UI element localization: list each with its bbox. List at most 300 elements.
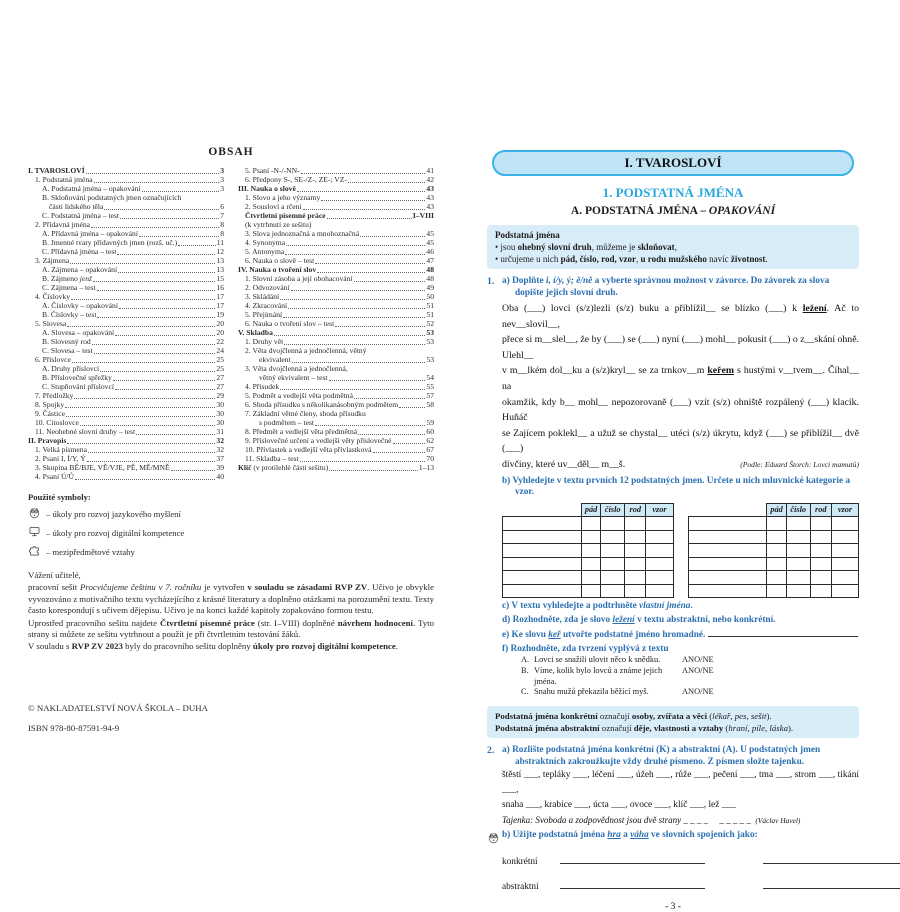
exercise-1-tables [502,503,859,599]
toc-leader-dots [303,209,426,210]
table-cell [786,530,810,544]
toc-entry-label: 11. Skladba – test [245,454,299,463]
toc-leader-dots [75,479,215,480]
toc-page-number: 39 [216,463,224,472]
toc-page-number: 24 [216,346,224,355]
true-false-option [521,687,859,698]
toc-entry-label: II. Pravopis [28,436,67,445]
toc-entry-label: V. Skladba [238,328,273,337]
toc-entry-label: 6. Příslovce [35,355,71,364]
toc-leader-dots [321,200,425,201]
toc-entry [238,418,434,427]
toc-entry [28,166,224,175]
toc-entry-label: 8. Předmět a vedlejší věta předmětná [245,427,358,436]
exercise-2-number: 2. [487,745,495,757]
exercise-2b [487,830,859,892]
toc-leader-dots [142,191,220,192]
table-cell [581,517,601,531]
exercise-1-number: 1. [487,276,495,287]
declension-table [688,503,860,599]
exercise-1-subitem: c) V textu vyhledejte a podtrhněte vlastní jména. [502,601,693,612]
toc-leader-dots [115,335,215,336]
toc-leader-dots [97,290,216,291]
letter-paragraph: Uprostřed pracovního sešitu najdete Čtvrtletní písemné práce (str. I–VIII) doplněné návrhem hodnocení. Tyto strany si můžete ze sešitu vytrhnout a použít je při čtvrtletním testování žáků. [28,617,434,640]
toc-entry-label: 2. Přídavná jména [35,220,91,229]
toc-leader-dots [354,398,425,399]
toc-page-number: 46 [426,247,434,256]
toc-entry-label: 8. Spojky [35,400,65,409]
table-cell [767,584,787,598]
toc-entry-label: 6. Nauka o tvoření slov – test [245,319,335,328]
toc-page-number: 8 [220,229,224,238]
toc-page-number: 48 [426,265,434,274]
table-cell [503,584,582,598]
toc-entry [28,265,224,274]
table-cell [767,530,787,544]
toc-page-number: 49 [426,283,434,292]
toc-entry [28,472,224,481]
table-cell [831,584,858,598]
toc-entry [28,175,224,184]
publisher-line: © NAKLADATELSTVÍ NOVÁ ŠKOLA – DUHA [28,702,208,713]
toc-leader-dots [94,182,220,183]
table-row [503,584,674,598]
table-cell [786,517,810,531]
toc-entry [238,382,434,391]
toc-entry-label: 4. Zkracování [245,301,288,310]
toc-leader-dots [136,434,215,435]
toc-entry [238,292,434,301]
exercise-1-text-line: přece si m__slel__, že by (___) se (___) nyní (___) mohl__ pokusit (___) o z__skání ohně. Ulehl__ [502,334,859,361]
toc-entry [238,445,434,454]
option-letter: C. [521,687,529,697]
table-cell [810,584,831,598]
answer-row [502,878,859,892]
toc-entry-label: větný ekvivalent – test [259,373,328,382]
toc-entry-label: 7. Předložky [35,391,74,400]
toc-entry-label: A. Zájmena – opakování [42,265,118,274]
toc-entry-label: 9. Příslovečné určení a vedlejší věty příslovečné [245,436,392,445]
toc-entry-label: B. Zájmeno jenž [42,274,92,283]
table-cell [810,544,831,558]
toc-entry-label: (k vytrhnutí ze sešitu) [245,220,312,229]
toc-page-number: 50 [426,292,434,301]
toc-leader-dots [86,173,220,174]
toc-page-number: 13 [216,256,224,265]
toc-entry-label: Čtvrtletní písemné práce [245,211,326,220]
toc-page-number: 52 [426,319,434,328]
toc-entry [28,346,224,355]
toc-entry [28,364,224,373]
page-number: - 3 - [665,901,681,912]
chapter-title: 1. PODSTATNÁ JMÉNA [602,185,744,200]
toc-page-number: 25 [216,355,224,364]
toc-entry-label: A. Podstatná jména – opakování [42,184,141,193]
toc-page-number: 13 [216,265,224,274]
exercise-2b-body [502,830,859,892]
symbol-legend-item [28,525,434,540]
toc-entry [28,445,224,454]
toc-entry [238,355,434,364]
toc-leader-dots [393,443,426,444]
option-letter: B. [521,665,529,675]
toc-page-number: 29 [216,391,224,400]
symbol-legend-item [28,506,434,521]
toc-entry-label: 6. Předpony S-, SE-/Z-, ZE-; VZ- [245,175,347,184]
toc-entry [28,220,224,229]
toc-entry-label: B. Jmenné tvary přídavných jmen (rozš. uč.) [42,238,178,247]
table-header-cell: vzor [831,503,858,517]
toc-leader-dots [71,299,215,300]
toc-entry [28,373,224,382]
toc-leader-dots [119,308,215,309]
table-header-cell: vzor [646,503,673,517]
toc-entry-label: 4. Přísudek [245,382,280,391]
teacher-letter [28,570,434,653]
toc-entry [28,301,224,310]
table-cell [767,571,787,585]
toc-entry [28,454,224,463]
toc-leader-dots [354,281,426,282]
toc-entry [238,202,434,211]
toc-leader-dots [297,191,426,192]
toc-page-number: 27 [216,382,224,391]
letter-paragraph: pracovní sešit Procvičujeme češtinu v 7. ročníku je vytvořen v souladu se zásadami RVP ZV. Učivo je obvykle vyvozováno z motivačního textu vycházejícího z krásné literatury a doplněno otázkami na porozumění textu. Texty často korespondují s učivem dějepisu. Učivo je na konci každé kapitoly zopakováno formou testu. [28,582,434,616]
toc-page-number: 53 [426,328,434,337]
toc-entry [28,328,224,337]
toc-entry [238,220,434,229]
toc-entry [28,418,224,427]
exercise-1-subitem: f) Rozhodněte, zda tvrzení vyplývá z textu [502,644,669,655]
exercise-2-words-line1: štěstí ___, tepláky ___, léčení ___, úžeh ___, růže ___, pečení ___, tma ___, strom ___, tikání ___, [502,770,859,796]
toc-entry-label: 5. Přejímání [245,310,283,319]
exercise-2a-instruction: a) Rozlište podstatná jména konkrétní (K) a abstraktní (A). U podstatných jmen abstraktních zakroužkujte vždy druhé písmeno. Z písmen složte tajenku. [502,745,821,767]
table-cell [646,530,673,544]
toc-page-number: 27 [216,373,224,382]
toc-leader-dots [171,470,216,471]
toc-leader-dots [67,443,215,444]
toc-leader-dots [104,209,219,210]
toc-leader-dots [399,407,425,408]
table-row [503,530,674,544]
toc-page-number: 11 [216,238,224,247]
toc-page-number: 30 [216,400,224,409]
toc-leader-dots [358,434,425,435]
toc-page-number: 62 [426,436,434,445]
toc-entry-label: s podmětem – test [259,418,315,427]
toc-entry [28,409,224,418]
toc-page-number: 19 [216,310,224,319]
toc-entry-label: III. Nauka o slově [238,184,296,193]
toc-entry [28,184,224,193]
toc-entry-label: Klíč (v protilehlé části sešitu) [238,463,329,472]
toc-entry-label: B. Příslovečné spřežky [42,373,112,382]
toc-entry-label: 2. Sousloví a rčení [245,202,302,211]
table-cell [688,530,767,544]
right-page-exercises [487,150,859,912]
table-cell [581,584,601,598]
toc-page-number: 59 [426,418,434,427]
toc-entry-label: B. Skloňování podstatných jmen označujících [42,193,182,202]
toc-entry-label: IV. Nauka o tvoření slov [238,265,317,274]
toc-entry-label: 4. Synonyma [245,238,286,247]
toc-page-number: 3 [220,175,224,184]
exercise-1-body [502,276,859,698]
table-cell [688,544,767,558]
answer-row-label: abstraktní [502,881,539,892]
toc-page-number: 22 [216,337,224,346]
toc-entry-label: 3. Věta dvojčlenná a jednočlenná, [245,364,348,373]
toc-leader-dots [115,389,215,390]
toc-page-number: 43 [426,184,434,193]
true-false-option [521,666,859,688]
exercise-2-body [502,745,859,825]
toc-entry-label: 11. Neohebné slovní druhy – test [35,427,136,436]
toc-page-number: 51 [426,310,434,319]
toc-entry [238,454,434,463]
toc-entry-label: 2. Psaní I, Í/Y, Ý [35,454,86,463]
symbols-legend [28,492,434,559]
table-row [503,557,674,571]
symbols-list [28,506,434,559]
toc-entry-label: 7. Základní větné členy, shoda přísudku [245,409,366,418]
toc-leader-dots [283,317,425,318]
symbol-legend-item [28,544,434,559]
toc-leader-dots [100,371,215,372]
table-cell [503,557,582,571]
toc-entry-label: 1. Druhy vět [245,337,284,346]
puzzle-icon [28,544,41,559]
option-text: Snahu mužů překazila běžící myš. [534,687,649,697]
table-cell [503,544,582,558]
toc-entry-label: ekvivalent [259,355,291,364]
table-row [503,544,674,558]
info-box-line: Podstatná jména konkrétní označují osoby, zvířata a věci (lékař, pes, sešit). [495,711,772,722]
symbol-legend-text: – úkoly pro rozvoj jazykového myšlení [46,508,181,519]
letter-paragraph: Vážení učitelé, [28,570,81,580]
exercise-1-subitem: e) Ke slovu keř utvořte podstatné jméno hromadné. [502,628,859,641]
table-cell [581,571,601,585]
toc-entry-label: B. Slovesný rod [42,337,91,346]
exercise-1a-instruction: a) Doplňte i, í/y, ý; ě/ně a vyberte správnou možnost v závorce. Do závorek za slova dopište jejich slovní druh. [502,276,830,298]
info-box-line: Podstatná jména [495,230,560,240]
toc-entry-label: 5. Psaní -N-/-NN- [245,166,300,175]
toc-entry [238,364,434,373]
table-cell [503,530,582,544]
option-letter: A. [521,655,530,665]
toc-entry [238,238,434,247]
toc-entry [28,337,224,346]
toc-page-number: 20 [216,319,224,328]
table-header-cell: rod [625,503,646,517]
table-header-cell: číslo [786,503,810,517]
toc-leader-dots [284,344,425,345]
toc-title: OBSAH [208,146,254,158]
toc-page-number: I–VIII [412,211,434,220]
table-cell [831,530,858,544]
info-box-line: • jsou ohebný slovní druh, můžeme je skloňovat, [495,242,677,252]
toc-page-number: 15 [216,274,224,283]
table-cell [810,530,831,544]
toc-leader-dots [300,461,426,462]
declension-table-header-row [503,503,674,517]
toc-page-number: 25 [216,364,224,373]
answer-blank-line [708,628,858,637]
toc-leader-dots [70,263,215,264]
toc-leader-dots [291,290,426,291]
toc-leader-dots [329,380,426,381]
table-cell [581,544,601,558]
toc-leader-dots [274,335,426,336]
table-cell [646,557,673,571]
table-cell [767,544,787,558]
toc-leader-dots [288,308,425,309]
symbol-legend-text: – úkoly pro rozvoj digitální kompetence [46,527,185,538]
toc-entry-label: 3. Skládání [245,292,280,301]
table-cell [810,517,831,531]
table-cell [646,544,673,558]
toc-page-number: 43 [426,193,434,202]
letter-paragraph: V souladu s RVP ZV 2023 byly do pracovního sešitu doplněny úkoly pro rozvoj digitální kompetence. [28,641,398,652]
toc-entry-label: C. Zájmena – test [42,283,96,292]
toc-entry-label: A. Druhy příslovcí [42,364,100,373]
table-cell [625,584,646,598]
toc-entry [28,355,224,364]
toc-leader-dots [65,407,215,408]
toc-entry-label: 2. Odvozování [245,283,290,292]
toc-page-number: 70 [426,454,434,463]
declension-table-header-row [688,503,859,517]
table-row [503,517,674,531]
toc-entry [28,193,224,202]
toc-page-number: 42 [426,175,434,184]
toc-leader-dots [285,254,425,255]
toc-page-number: 55 [426,382,434,391]
toc-page-number: 45 [426,238,434,247]
toc-entry [238,166,434,175]
toc-page-number: 31 [216,427,224,436]
toc-entry [238,400,434,409]
toc-entry [238,265,434,274]
toc-page-number: 1–13 [418,463,434,472]
toc-entry-label: 5. Antonyma [245,247,285,256]
toc-leader-dots [360,236,425,237]
symbol-legend-text: – mezipředmětové vztahy [46,546,135,557]
toc-leader-dots [315,263,425,264]
toc-leader-dots [317,272,425,273]
table-header-cell: číslo [601,503,625,517]
table-cell [831,557,858,571]
toc-entry [238,328,434,337]
toc-leader-dots [329,470,418,471]
toc-entry-label: 9. Částice [35,409,65,418]
toc-leader-dots [280,299,425,300]
toc-leader-dots [97,317,215,318]
toc-entry [238,193,434,202]
toc-entry-label: A. Přídavná jména – opakování [42,229,138,238]
toc-leader-dots [80,425,216,426]
toc-entry-label: C. Přídavná jména – test [42,247,117,256]
symbols-heading: Použité symboly: [28,492,91,502]
toc-entry-label: 3. Slova jednoznačná a mnohoznačná [245,229,360,238]
toc-entry [238,337,434,346]
toc-entry [238,301,434,310]
exercise-1-text-line: Oba (___) lovci (s/z)lezli (s/z) buku a přiblížil__ se blízko (___) k ležení. Ač to nev__slovil__, [502,303,859,330]
toc-entry [238,463,434,472]
toc-entry-label: I. TVAROSLOVÍ [28,166,85,175]
toc-page-number: 60 [426,427,434,436]
table-row [688,584,859,598]
declension-table [502,503,674,599]
toc-entry [28,229,224,238]
table-header-cell: rod [810,503,831,517]
table-cell [688,571,767,585]
toc-leader-dots [118,272,215,273]
toc-entry [28,274,224,283]
toc-page-number: 48 [426,274,434,283]
toc-entry-label: C. Podstatná jména – test [42,211,119,220]
answer-blank-line [763,853,900,864]
toc-leader-dots [92,344,216,345]
table-cell [767,517,787,531]
computer-icon [28,525,41,540]
toc-leader-dots [117,254,215,255]
exercise-2 [487,745,859,825]
table-cell [786,544,810,558]
ano-ne-choice: ANO/NE [682,687,714,697]
table-cell [786,557,810,571]
toc-page-number: 30 [216,409,224,418]
toc-page-number: 6 [220,202,224,211]
toc-leader-dots [348,182,425,183]
toc-entry [28,283,224,292]
table-cell [831,517,858,531]
toc-page-number: 20 [216,328,224,337]
toc-page-number: 32 [216,436,224,445]
table-cell [601,584,625,598]
toc-page-number: 57 [426,391,434,400]
toc-leader-dots [66,416,215,417]
table-row [688,530,859,544]
table-corner-cell [688,503,767,517]
toc-entry-label: 10. Citoslovce [35,418,79,427]
tajenka-line: Tajenka: Svoboda a zodpovědnost jsou dvě strany _ _ _ _ _ _ _ _ _ (Václav Havel) [502,815,801,826]
toc-leader-dots [327,218,412,219]
toc-page-number: 47 [426,256,434,265]
toc-entry-label: C. Slovesa – test [42,346,93,355]
toc-page-number: 7 [220,211,224,220]
toc-leader-dots [91,227,219,228]
toc-entry-label: 2. Věta dvojčlenná a jednočlenná, větný [245,346,367,355]
toc-entry [238,346,434,355]
toc-leader-dots [373,452,426,453]
section-title-banner: I. TVAROSLOVÍ [492,150,854,176]
table-cell [688,557,767,571]
toc-entry [238,274,434,283]
table-cell [786,571,810,585]
toc-entry-label: 6. Nauka o slově – test [245,256,315,265]
toc-entry [238,256,434,265]
exercise-1-text-line: okamžik, kdy b__ mohl__ nepozorovaně (___) vzít (s/z) ohniště rozpálený (___) klacík. Huňáč [502,396,859,424]
info-box-konkretni-abstraktni [487,706,859,738]
table-cell [601,530,625,544]
exercise-1 [487,276,859,698]
option-text: Lovci se snažili ulovit něco k snědku. [534,655,661,665]
table-header-cell: pád [767,503,787,517]
table-row [688,557,859,571]
table-cell [503,571,582,585]
table-cell [625,517,646,531]
